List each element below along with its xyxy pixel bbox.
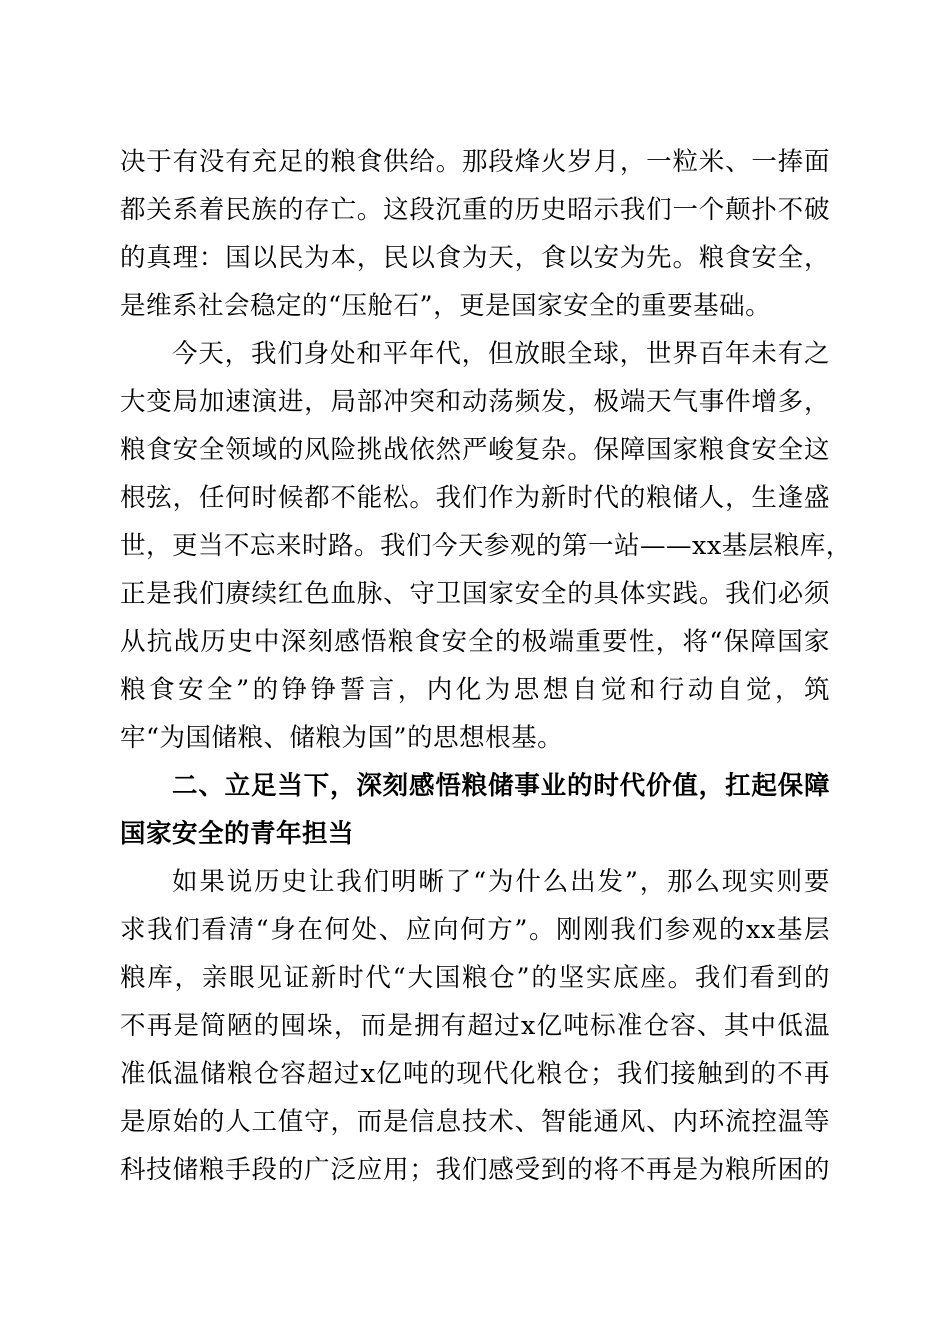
heading-line: 国家安全的青年担当 xyxy=(120,819,355,849)
text-line: 是原始的人工值守，而是信息技术、智能通风、内环流控温等 xyxy=(120,1107,830,1137)
text-line: 粮库，亲眼见证新时代“大国粮仓”的坚实底座。我们看到的 xyxy=(120,963,830,993)
text-line: 粮食安全”的铮铮誓言，内化为思想自觉和行动自觉，筑 xyxy=(120,675,830,705)
text-line: 是维系社会稳定的“压舱石”，更是国家安全的重要基础。 xyxy=(120,291,772,321)
text-line: 粮食安全领域的风险挑战依然严峻复杂。保障国家粮食安全这 xyxy=(120,435,830,465)
text-line: 大变局加速演进，局部冲突和动荡频发，极端天气事件增多， xyxy=(120,387,830,417)
text-line: 今天，我们身处和平年代，但放眼全球，世界百年未有之 xyxy=(172,339,830,369)
text-line: 决于有没有充足的粮食供给。那段烽火岁月，一粒米、一捧面 xyxy=(120,147,830,177)
paragraph-history-conclusion xyxy=(120,138,830,330)
text-line: 求我们看清“身在何处、应向何方”。刚刚我们参观的xx基层 xyxy=(120,915,830,945)
text-line: 都关系着民族的存亡。这段沉重的历史昭示我们一个颠扑不破 xyxy=(120,195,830,225)
document-body xyxy=(120,138,852,1194)
text-line: 从抗战历史中深刻感悟粮食安全的极端重要性，将“保障国家 xyxy=(120,627,830,657)
text-line: 根弦，任何时候都不能松。我们作为新时代的粮储人，生逢盛 xyxy=(120,483,830,513)
text-line: 科技储粮手段的广泛应用；我们感受到的将不再是为粮所困的 xyxy=(120,1155,830,1185)
text-line: 准低温储粮仓容超过x亿吨的现代化粮仓；我们接触到的不再 xyxy=(120,1059,830,1089)
text-line: 不再是简陋的囤垛，而是拥有超过x亿吨标准仓容、其中低温 xyxy=(120,1011,830,1041)
text-line: 如果说历史让我们明晰了“为什么出发”，那么现实则要 xyxy=(172,867,830,897)
heading-line: 二、立足当下，深刻感悟粮储事业的时代价值，扛起保障 xyxy=(172,771,830,801)
text-line: 的真理：国以民为本，民以食为天，食以安为先。粮食安全， xyxy=(120,243,830,273)
text-line: 世，更当不忘来时路。我们今天参观的第一站——xx基层粮库， xyxy=(120,531,852,561)
text-line: 牢“为国储粮、储粮为国”的思想根基。 xyxy=(120,723,564,753)
paragraph-today xyxy=(120,330,852,762)
text-line: 正是我们赓续红色血脉、守卫国家安全的具体实践。我们必须 xyxy=(120,579,830,609)
paragraph-reality xyxy=(120,858,830,1194)
section-heading xyxy=(120,762,830,858)
